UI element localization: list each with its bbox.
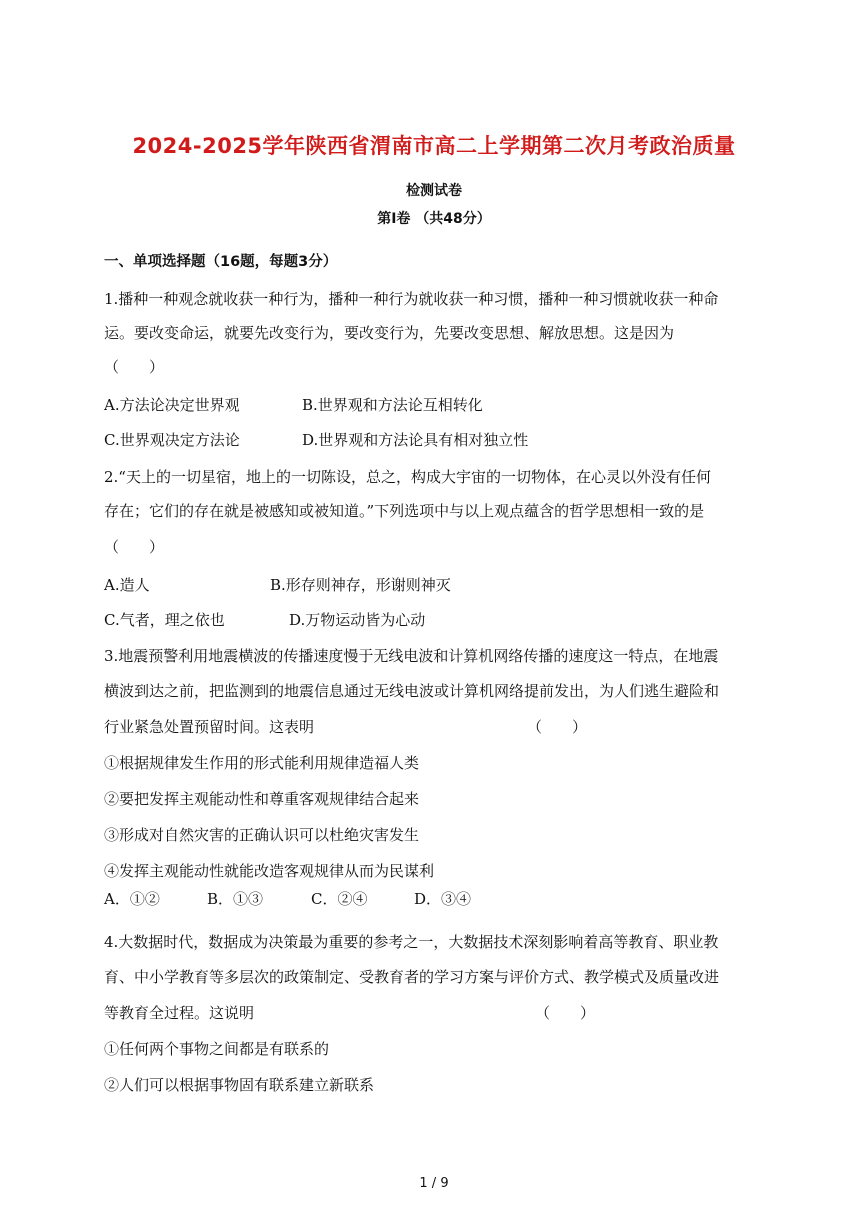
q4-stem-line2: 育、中小学教育等多层次的政策制定、受教育者的学习方案与评价方式、教学模式及质量改进	[104, 968, 720, 986]
q4-statement-1: ①任何两个事物之间都是有联系的	[104, 1040, 330, 1058]
q3-stem-line1: 3.地震预警利用地震横波的传播速度慢于无线电波和计算机网络传播的速度这一特点，在地震	[104, 647, 719, 665]
q2-answer-blank: （ ）	[104, 538, 165, 556]
q3-statement-4: ④发挥主观能动性就能改造客观规律从而为民谋利	[104, 862, 435, 880]
q3-statement-1: ①根据规律发生作用的形式能利用规律造福人类	[104, 754, 420, 772]
q3-statement-3: ③形成对自然灾害的正确认识可以杜绝灾害发生	[104, 826, 420, 844]
q1-answer-blank: （ ）	[104, 358, 165, 376]
q4-statement-2: ②人们可以根据事物固有联系建立新联系	[104, 1076, 375, 1094]
q2-option-a: A.造人	[104, 576, 150, 594]
q4-answer-blank: （ ）	[535, 1004, 596, 1022]
q3-stem-line3: 行业紧急处置预留时间。这表明	[104, 718, 315, 736]
q2-option-d: D.万物运动皆为心动	[289, 611, 426, 629]
q3-stem-line2: 横波到达之前，把监测到的地震信息通过无线电波或计算机网络提前发出，为人们逃生避险和	[104, 682, 720, 700]
q1-option-a: A.方法论决定世界观	[104, 396, 240, 414]
q2-option-b: B.形存则神存，形谢则神灭	[270, 576, 451, 594]
q2-option-c: C.气者，理之依也	[104, 611, 225, 629]
q1-stem-line2: 运。要改变命运，就要先改变行为，要改变行为，先要改变思想、解放思想。这是因为	[104, 324, 675, 342]
q2-stem-line1: 2.“天上的一切星宿，地上的一切陈设，总之，构成大宇宙的一切物体，在心灵以外没有任何	[104, 468, 711, 486]
q4-stem-line1: 4.大数据时代，数据成为决策最为重要的参考之一，大数据技术深刻影响着高等教育、职业教	[104, 933, 719, 951]
q1-option-b: B.世界观和方法论互相转化	[302, 396, 483, 414]
q1-stem-line1: 1.播种一种观念就收获一种行为，播种一种行为就收获一种习惯，播种一种习惯就收获一种命	[104, 290, 719, 308]
section-heading: 一、单项选择题（16题，每题3分）	[104, 254, 338, 270]
q3-option-b: B．①③	[207, 890, 264, 908]
page-number: 1 / 9	[419, 1176, 449, 1191]
q1-option-d: D.世界观和方法论具有相对独立性	[302, 431, 529, 449]
q3-answer-blank: （ ）	[527, 718, 588, 736]
q3-statement-2: ②要把发挥主观能动性和尊重客观规律结合起来	[104, 790, 420, 808]
q3-option-c: C．②④	[311, 890, 368, 908]
volume-heading: 第Ⅰ卷 （共48分）	[377, 211, 491, 227]
q1-option-c: C.世界观决定方法论	[104, 431, 240, 449]
exam-title: 2024-2025学年陕西省渭南市高二上学期第二次月考政治质量	[132, 134, 736, 158]
q3-option-a: A．①②	[104, 890, 160, 908]
q3-option-d: D．③④	[414, 890, 472, 908]
exam-subtitle: 检测试卷	[406, 183, 462, 199]
q4-stem-line3: 等教育全过程。这说明	[104, 1004, 255, 1022]
q2-stem-line2: 存在；它们的存在就是被感知或被知道。”下列选项中与以上观点蕴含的哲学思想相一致的是	[104, 502, 705, 520]
